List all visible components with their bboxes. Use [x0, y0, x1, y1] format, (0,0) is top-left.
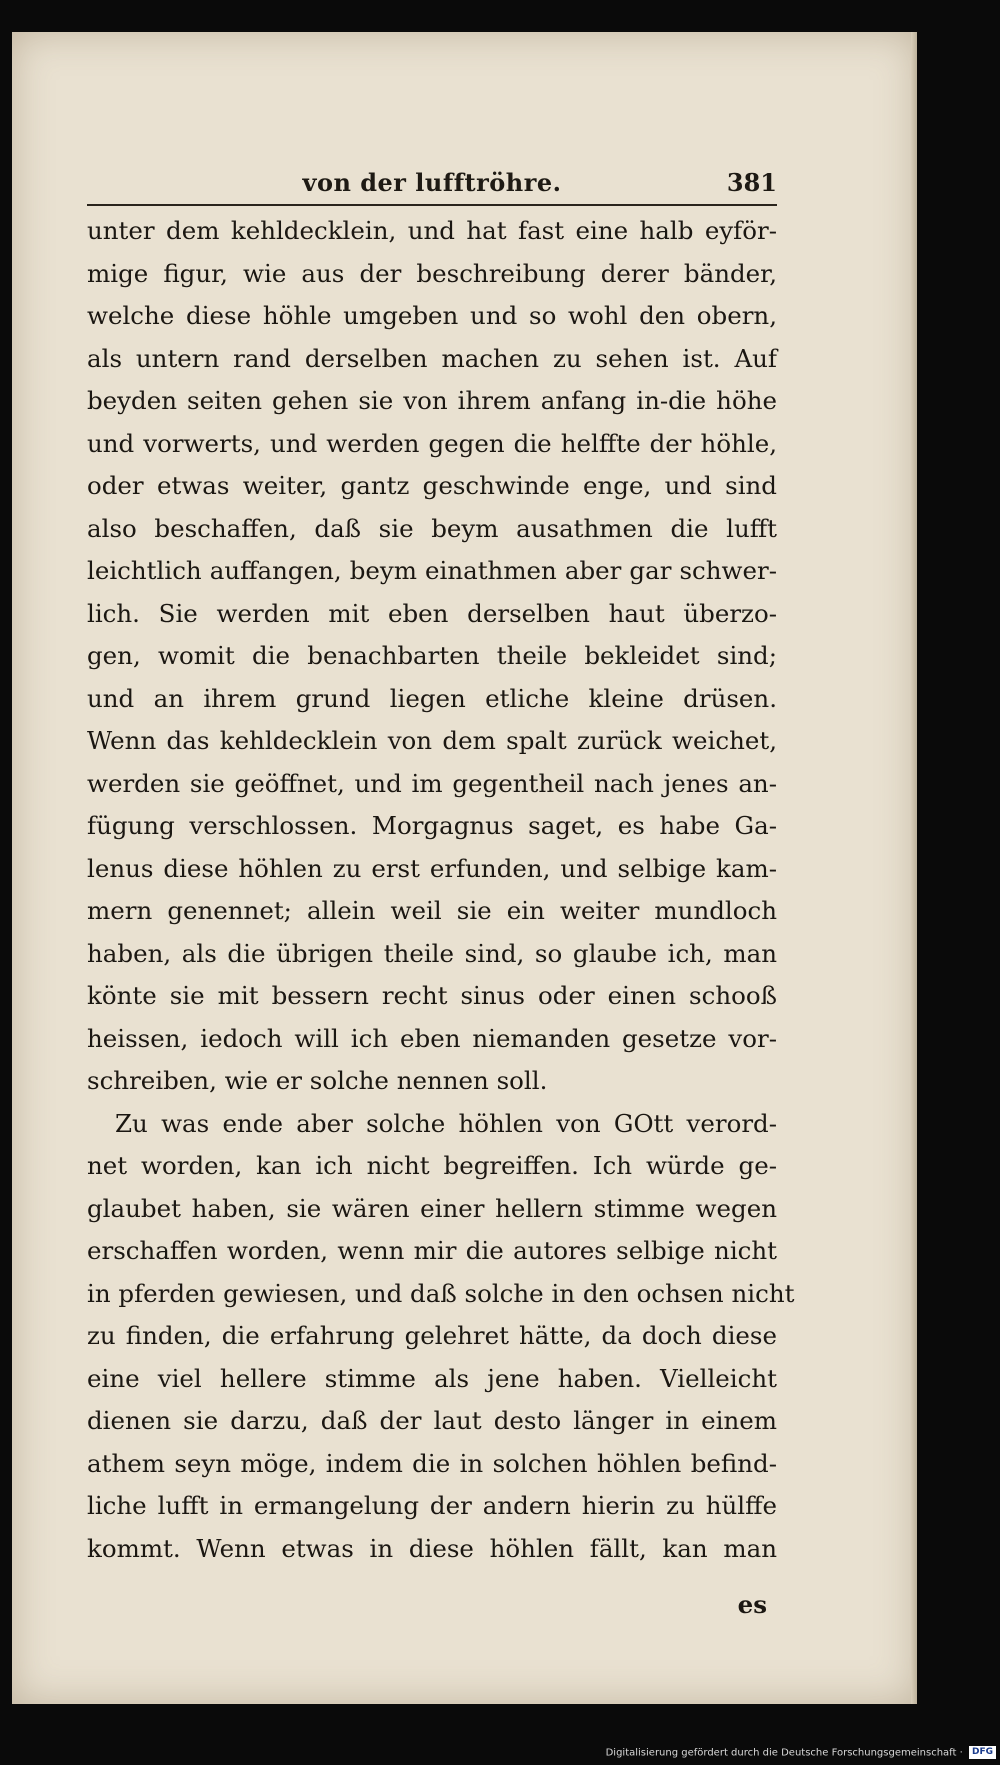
text-line: erschaffen worden, wenn mir die autores selbige nicht [87, 1236, 777, 1265]
text-line: oder etwas weiter, gantz geschwinde enge, und sind [87, 471, 777, 500]
text-line: könte sie mit bessern recht sinus oder einen schooß [87, 981, 777, 1010]
page-edge [911, 32, 917, 1704]
page-number: 381 [726, 168, 777, 197]
text-line: und vorwerts, und werden gegen die helffte der höhle, [87, 428, 777, 458]
text-line: net worden, kan ich nicht begreiffen. Ich würde ge- [87, 1151, 777, 1180]
text-line: als untern rand derselben machen zu sehen ist. Auf [87, 343, 777, 373]
text-line: also beschaffen, daß sie beym ausathmen die lufft [87, 513, 777, 543]
body-text [87, 210, 795, 1570]
text-line: Wenn das kehldecklein von dem spalt zurück weichet, [87, 726, 777, 755]
running-head [87, 150, 777, 210]
text-line: welche diese höhle umgeben und so wohl den obern, [87, 301, 777, 330]
text-line: dienen sie darzu, daß der laut desto länger in einem [87, 1406, 777, 1435]
text-line: in pferden gewiesen, und daß solche in den ochsen nicht [87, 1278, 795, 1308]
text-line: heissen, iedoch will ich eben niemanden gesetze vor- [87, 1023, 777, 1053]
running-head-title: von der lufftröhre. [302, 168, 562, 197]
credit-text: Digitalisierung gefördert durch die Deutsche Forschungsgemeinschaft · [605, 1747, 963, 1759]
paragraph-end-line: schreiben, wie er solche nennen soll. [87, 1066, 548, 1095]
text-line: eine viel hellere stimme als jene haben. Vielleicht [87, 1363, 777, 1393]
dfg-logo: DFG [969, 1746, 996, 1759]
text-line: lich. Sie werden mit eben derselben haut überzo- [87, 598, 777, 628]
paragraph-start-line: Zu was ende aber solche höhlen von GOtt verord- [115, 1108, 777, 1138]
text-line: mern genennet; allein weil sie ein weiter mundloch [87, 896, 777, 925]
text-line: zu finden, die erfahrung gelehret hätte, da doch diese [87, 1321, 777, 1350]
text-line: athem seyn möge, indem die in solchen höhlen befind- [87, 1448, 777, 1478]
catchword: es [737, 1590, 767, 1619]
text-line: liche lufft in ermangelung der andern hierin zu hülffe [87, 1491, 777, 1520]
text-line: lenus diese höhlen zu erst erfunden, und selbige kam- [87, 853, 777, 883]
digitization-credit [606, 1746, 996, 1759]
text-line: leichtlich auffangen, beym einathmen aber gar schwer- [87, 556, 777, 585]
text-line: haben, als die übrigen theile sind, so glaube ich, man [87, 938, 777, 968]
text-line: kommt. Wenn etwas in diese höhlen fällt, kan man [87, 1533, 777, 1563]
text-line: glaubet haben, sie wären einer hellern stimme wegen [87, 1193, 777, 1223]
text-line: beyden seiten gehen sie von ihrem anfang in-die höhe [87, 386, 777, 415]
text-line: unter dem kehldecklein, und hat fast eine halb eyför- [87, 216, 777, 245]
text-line: fügung verschlossen. Morgagnus saget, es habe Ga- [87, 811, 777, 840]
text-line: und an ihrem grund liegen etliche kleine drüsen. [87, 683, 777, 713]
text-line: werden sie geöffnet, und im gegentheil nach jenes an- [87, 768, 777, 798]
text-line: mige figur, wie aus der beschreibung derer bänder, [87, 258, 777, 288]
head-rule [87, 204, 777, 206]
text-line: gen, womit die benachbarten theile bekleidet sind; [87, 641, 777, 670]
book-page [12, 32, 917, 1704]
